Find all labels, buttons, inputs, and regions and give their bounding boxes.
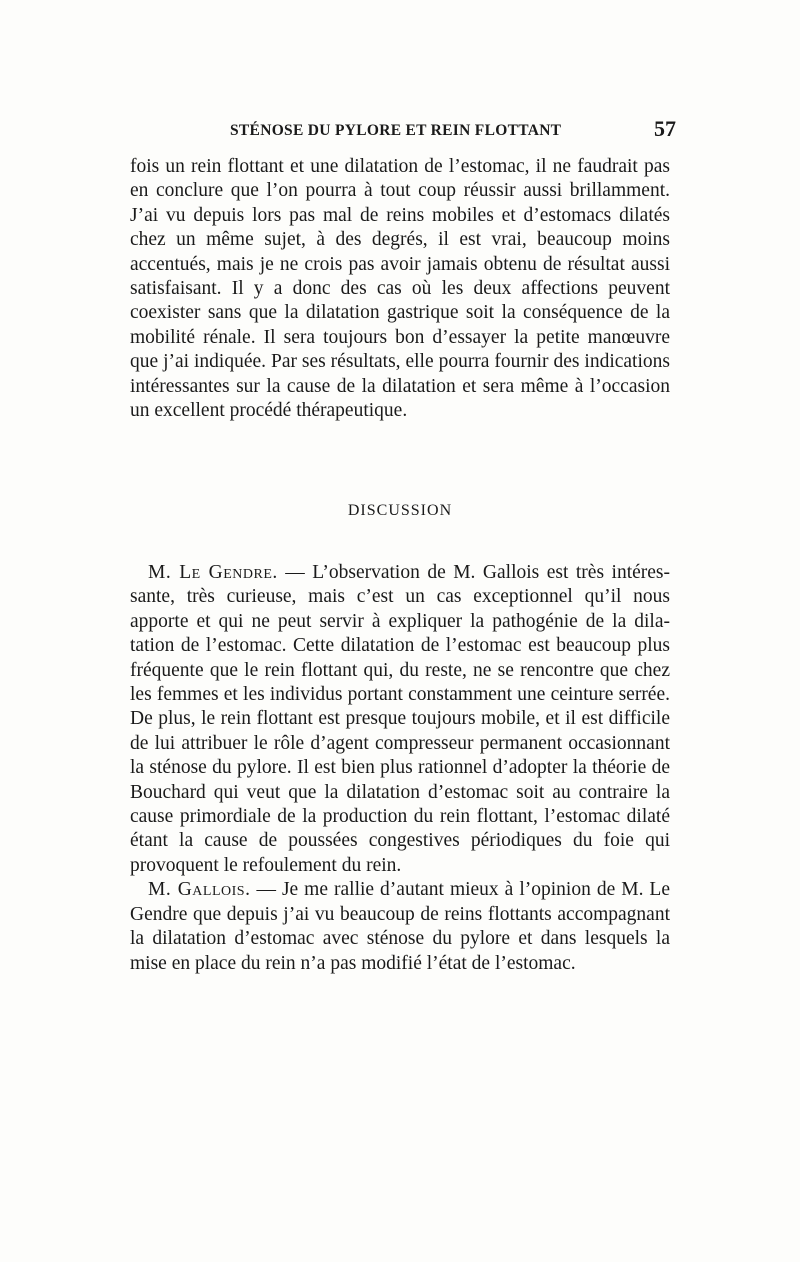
page-number: 57 [654,116,676,141]
speaker-name: M. Gallois. [148,879,251,901]
body-text-top [130,155,670,423]
running-head [130,118,680,148]
statement-text: — Je me rallie d’autant mieux à l’opinion de M. Le Gendre que depuis j’ai vu beaucoup de reins flottants accompagnant la dilatation d’estomac avec sténose du pylore et dans lesquels la mise en place du rein n’a pas modifié l’état de l’estomac. [130,879,670,974]
paragraph-conclusion: fois un rein flottant et une dilatation de l’estomac, il ne faudrait pas en conclure que l’on pourra à tout coup réussir aussi brillamment. J’ai vu depuis lors pas mal de reins mobiles et d’estomacs dilatés chez un même sujet, à des degrés, il est vrai, beaucoup moins accentués, mais je ne crois pas avoir jamais obtenu de résultat aussi satisfaisant. Il y a donc des cas où les deux affections peuvent coexister sans que la dilatation gastrique soit la conséquence de la mobilité rénale. Il sera toujours bon d’essayer la petite manœuvre que j’ai indiquée. Par ses résultats, elle pourra fournir des indications intéressantes sur la cause de la dilatation et sera même à l’occasion un excellent procédé thérapeutique. [130,156,670,422]
statement-text: — L’observation de M. Gallois est très intéressante, très curieuse, mais c’est un cas exceptionnel qu’il nous apporte et qui ne peut servir à expliquer la pathogénie de la dilatation de l’estomac. Cette dilatation de l’estomac est beaucoup plus fréquente que le rein flottant qui, du reste, ne se rencontre que chez les femmes et les individus portant constamment une ceinture serrée. De plus, le rein flottant est presque toujours mobile, et il est difficile de lui attribuer le rôle d’agent compresseur permanent occasionnant la sténose du pylore. Il est bien plus rationnel d’adopter la théorie de Bouchard qui veut que la dilatation d’estomac soit au contraire la cause primordiale de la production du rein flottant, l’estomac dilaté étant la cause de poussées congestives périodiques du foie qui provoquent le refoulement du rein. [130,562,671,876]
running-title: STÉNOSE DU PYLORE ET REIN FLOTTANT [230,122,562,139]
statement-le-gendre [130,561,670,878]
statement-gallois [130,878,670,976]
discussion-heading: DISCUSSION [347,502,453,519]
discussion-body [130,561,670,976]
speaker-name: M. Le Gendre. [148,562,278,583]
